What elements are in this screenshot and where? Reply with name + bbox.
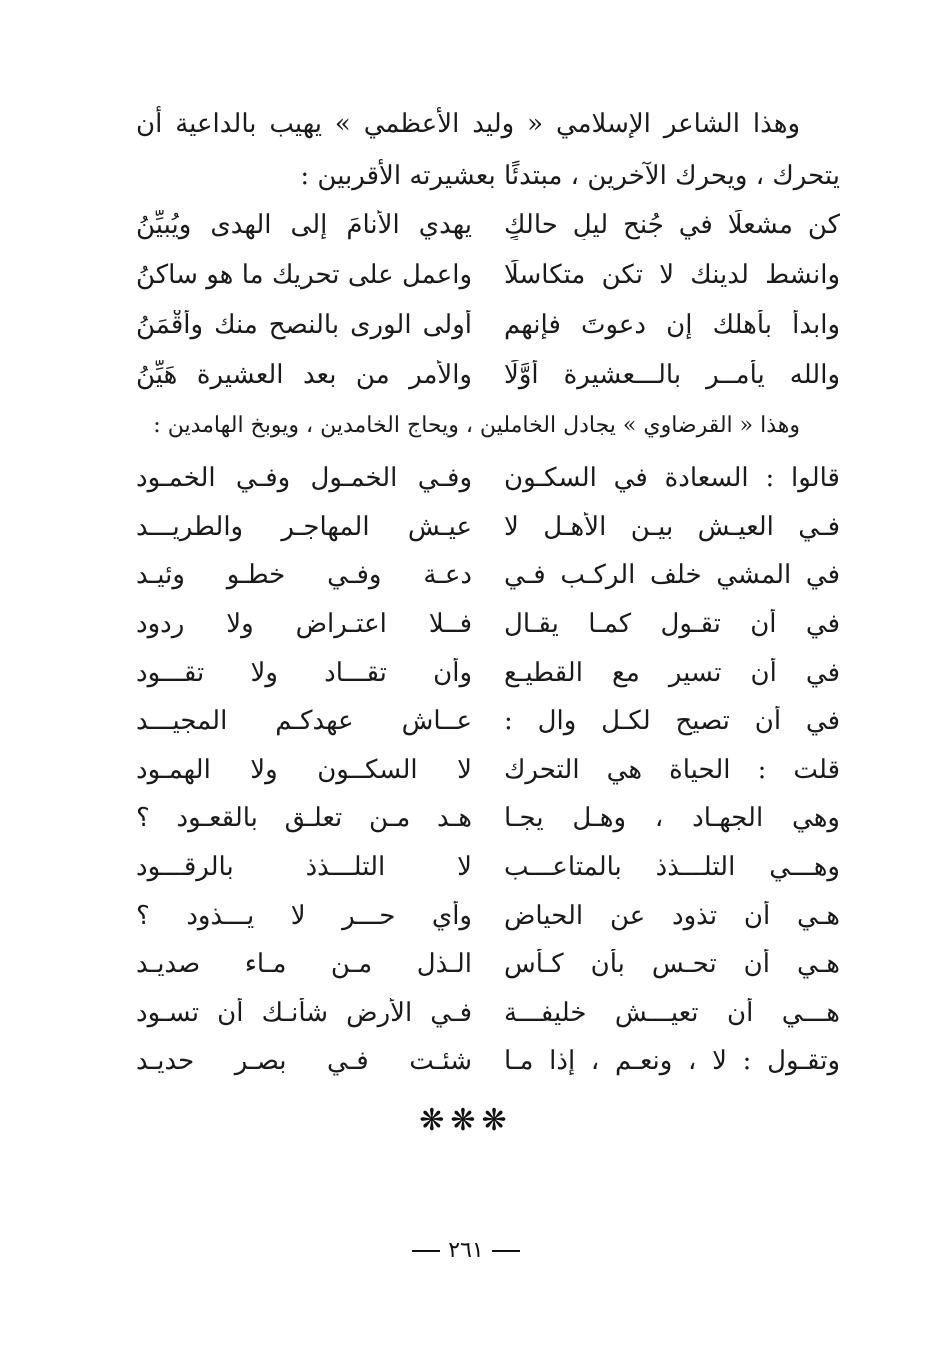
verse-line <box>136 551 840 600</box>
page-number: ٢٦١ <box>448 1238 484 1263</box>
intro-paragraph-2 <box>136 400 840 452</box>
first-hemistich: وانشط لدينك لا تكن متكاسلًا <box>504 260 840 290</box>
verse-line <box>136 746 840 795</box>
second-hemistich: هـد مـن تعلـق بالقعـود ؟ <box>136 803 472 834</box>
second-hemistich: شئـت فـي بصـر حديـد <box>136 1046 472 1077</box>
section-divider-ornament: ❋❋❋ <box>419 1103 513 1138</box>
intro-paragraph-1-text: وهذا الشاعر الإسلامي « وليد الأعظمي » يهيب بالداعية أن يتحرك ، ويحرك الآخرين ، مبتدئًا بعشيرته الأقربين : <box>136 109 840 191</box>
verse-line <box>136 1037 840 1086</box>
second-hemistich: يهدي الأنامَ إلى الهدى ويُبيِّنُ <box>136 210 472 240</box>
first-hemistich: كن مشعلًا في جُنحِ ليلِ حالكٍ <box>504 210 840 240</box>
verse-line <box>136 200 840 250</box>
first-hemistich: فـي العيـش بيـن الأهـل لا <box>504 511 840 542</box>
poem-1 <box>136 200 840 400</box>
second-hemistich: لا السكــون ولا الهمـود <box>136 754 472 785</box>
verse-line <box>136 300 840 350</box>
second-hemistich: وأي حـــر لا يـــذود ؟ <box>136 900 472 931</box>
verse-line <box>136 350 840 400</box>
first-hemistich: وهـــي التلـــذذ بالمتاعـــب <box>504 852 840 883</box>
first-hemistich: والله يأمــر بالـــعشيرة أوَّلًا <box>504 360 840 390</box>
first-hemistich: في أن تسير مع القطيـع <box>504 657 840 688</box>
verse-line <box>136 891 840 940</box>
page-number-footer <box>0 1238 932 1263</box>
second-hemistich: وأن تقـــاد ولا تقـــود <box>136 657 472 688</box>
dash-right <box>412 1250 440 1252</box>
first-hemistich: هـــي أن تعيـــش خليفـــة <box>504 997 840 1028</box>
first-hemistich: وهي الجهـاد ، وهـل يجـا <box>504 803 840 834</box>
verse-line <box>136 794 840 843</box>
verse-line <box>136 600 840 649</box>
first-hemistich: في أن تقـول كمـا يقـال <box>504 609 840 640</box>
second-hemistich: دعـة وفـي خطـو وئيـد <box>136 560 472 591</box>
intro-paragraph-2-text: وهذا « القرضاوي » يجادل الخاملين ، ويحاج الخامدين ، ويوبخ الهامدين : <box>153 413 800 438</box>
second-hemistich: وفـي الخمـول وفـي الخمـود <box>136 463 472 494</box>
second-hemistich: واعمل على تحريك ما هو ساكنُ <box>136 260 472 290</box>
verse-line <box>136 250 840 300</box>
second-hemistich: الـذل مـن مـاء صديـد <box>136 949 472 980</box>
verse-line <box>136 843 840 892</box>
first-hemistich: هـي أن تحـس بأن كـأس <box>504 949 840 980</box>
second-hemistich: أولى الورى بالنصح منك وأقْمَنُ <box>136 310 472 340</box>
first-hemistich: في المشي خلف الركـب فـي <box>504 560 840 591</box>
second-hemistich: والأمر من بعد العشيرة هَيِّنُ <box>136 360 472 390</box>
first-hemistich: قالوا : السعادة في السكـون <box>504 463 840 494</box>
second-hemistich: عيـش المهاجـر والطريـــد <box>136 511 472 542</box>
second-hemistich: فـي الأرض شأنـك أن تسـود <box>136 997 472 1028</box>
verse-line <box>136 454 840 503</box>
verse-line <box>136 940 840 989</box>
second-hemistich: لا التلـــذذ بالرقـــود <box>136 852 472 883</box>
verse-line <box>136 503 840 552</box>
verse-line <box>136 989 840 1038</box>
poem-2 <box>136 454 840 1086</box>
verse-line <box>136 697 840 746</box>
second-hemistich: عــاش عهدكـم المجيـــد <box>136 706 472 737</box>
first-hemistich: في أن تصيح لكـل وال : <box>504 706 840 737</box>
verse-line <box>136 648 840 697</box>
first-hemistich: قلت : الحياة هي التحرك <box>504 754 840 785</box>
second-hemistich: فــلا اعتـراض ولا ردود <box>136 609 472 640</box>
intro-paragraph-1 <box>136 98 840 202</box>
first-hemistich: وابدأ بأهلك إن دعوتَ فإنهم <box>504 310 840 340</box>
first-hemistich: وتقـول : لا ، ونعـم ، إذا مـا <box>504 1046 840 1077</box>
dash-left <box>492 1250 520 1252</box>
first-hemistich: هـي أن تذود عن الحياض <box>504 900 840 931</box>
